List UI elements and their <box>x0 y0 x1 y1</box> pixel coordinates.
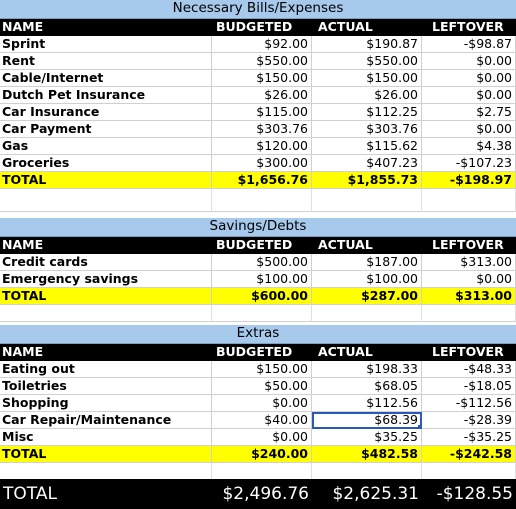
column-header-leftover[interactable]: LEFTOVER <box>422 19 516 36</box>
cell-leftover[interactable]: -$18.05 <box>422 378 516 395</box>
empty-cell[interactable] <box>212 305 312 322</box>
cell-leftover[interactable]: $0.00 <box>422 70 516 87</box>
cell-leftover[interactable]: $0.00 <box>422 87 516 104</box>
total-actual[interactable]: $1,855.73 <box>312 172 422 189</box>
cell-budgeted[interactable]: $50.00 <box>212 378 312 395</box>
cell-name[interactable]: Car Insurance <box>0 104 212 121</box>
empty-cell[interactable] <box>0 305 212 322</box>
grand-total-label[interactable]: TOTAL <box>3 484 57 504</box>
empty-cell[interactable] <box>422 463 516 480</box>
cell-leftover[interactable]: -$35.25 <box>422 429 516 446</box>
cell-leftover[interactable]: -$48.33 <box>422 361 516 378</box>
column-header-budgeted[interactable]: BUDGETED <box>212 344 312 361</box>
total-actual[interactable]: $482.58 <box>312 446 422 463</box>
total-leftover[interactable]: -$242.58 <box>422 446 516 463</box>
cell-budgeted[interactable]: $500.00 <box>212 254 312 271</box>
cell-actual[interactable]: $198.33 <box>312 361 422 378</box>
cell-budgeted[interactable]: $100.00 <box>212 271 312 288</box>
cell-name[interactable]: Dutch Pet Insurance <box>0 87 212 104</box>
cell-actual[interactable]: $35.25 <box>312 429 422 446</box>
cell-actual[interactable]: $115.62 <box>312 138 422 155</box>
cell-name[interactable]: Toiletries <box>0 378 212 395</box>
cell-leftover[interactable]: -$28.39 <box>422 412 516 429</box>
cell-name[interactable]: Eating out <box>0 361 212 378</box>
expense-row <box>0 36 516 53</box>
cell-budgeted[interactable]: $115.00 <box>212 104 312 121</box>
section-title[interactable]: Necessary Bills/Expenses <box>172 0 344 16</box>
empty-row <box>0 305 516 322</box>
column-header-row <box>0 237 516 254</box>
empty-cell[interactable] <box>0 463 212 480</box>
cell-budgeted[interactable]: $300.00 <box>212 155 312 172</box>
cell-name[interactable]: Cable/Internet <box>0 70 212 87</box>
column-header-budgeted[interactable]: BUDGETED <box>212 237 312 254</box>
grand-total-actual[interactable]: $2,625.31 <box>332 484 419 504</box>
expense-row <box>0 378 516 395</box>
empty-row <box>0 463 516 480</box>
total-name[interactable]: TOTAL <box>0 288 212 305</box>
cell-name[interactable]: Misc <box>0 429 212 446</box>
cell-name[interactable]: Rent <box>0 53 212 70</box>
cell-budgeted[interactable]: $0.00 <box>212 395 312 412</box>
cell-budgeted[interactable]: $150.00 <box>212 70 312 87</box>
total-name[interactable]: TOTAL <box>0 172 212 189</box>
cell-budgeted[interactable]: $26.00 <box>212 87 312 104</box>
cell-name[interactable]: Sprint <box>0 36 212 53</box>
expense-row <box>0 70 516 87</box>
empty-cell[interactable] <box>312 305 422 322</box>
cell-name[interactable]: Car Repair/Maintenance <box>0 412 212 429</box>
section-title[interactable]: Extras <box>236 325 280 341</box>
column-header-name[interactable]: NAME <box>0 344 212 361</box>
grand-total-leftover[interactable]: -$128.55 <box>436 484 513 504</box>
column-header-leftover[interactable]: LEFTOVER <box>422 344 516 361</box>
cell-actual[interactable]: $68.05 <box>312 378 422 395</box>
grand-total-budgeted[interactable]: $2,496.76 <box>222 484 309 504</box>
expense-row <box>0 254 516 271</box>
expense-row <box>0 121 516 138</box>
column-header-name[interactable]: NAME <box>0 237 212 254</box>
total-budgeted[interactable]: $240.00 <box>212 446 312 463</box>
grand-total-row <box>0 479 516 509</box>
cell-leftover[interactable]: $313.00 <box>422 254 516 271</box>
cell-actual[interactable]: $100.00 <box>312 271 422 288</box>
cell-name[interactable]: Credit cards <box>0 254 212 271</box>
column-header-name[interactable]: NAME <box>0 19 212 36</box>
cell-leftover[interactable]: $4.38 <box>422 138 516 155</box>
cell-budgeted[interactable]: $120.00 <box>212 138 312 155</box>
cell-actual[interactable]: $112.56 <box>312 395 422 412</box>
cell-budgeted[interactable]: $92.00 <box>212 36 312 53</box>
section-total-row <box>0 288 516 305</box>
expense-row <box>0 429 516 446</box>
cell-leftover[interactable]: -$98.87 <box>422 36 516 53</box>
total-actual[interactable]: $287.00 <box>312 288 422 305</box>
empty-cell[interactable] <box>312 463 422 480</box>
column-header-actual[interactable]: ACTUAL <box>312 237 422 254</box>
cell-budgeted[interactable]: $150.00 <box>212 361 312 378</box>
total-leftover[interactable]: -$198.97 <box>422 172 516 189</box>
section-total-row <box>0 172 516 189</box>
cell-leftover[interactable]: $0.00 <box>422 271 516 288</box>
section-total-row <box>0 446 516 463</box>
section-title[interactable]: Savings/Debts <box>209 218 307 234</box>
expense-row <box>0 138 516 155</box>
expense-row <box>0 104 516 121</box>
cell-actual[interactable]: $150.00 <box>312 70 422 87</box>
empty-cell[interactable] <box>422 189 516 212</box>
cell-budgeted[interactable]: $40.00 <box>212 412 312 429</box>
cell-budgeted[interactable]: $303.76 <box>212 121 312 138</box>
column-header-actual[interactable]: ACTUAL <box>312 19 422 36</box>
total-leftover[interactable]: $313.00 <box>422 288 516 305</box>
empty-cell[interactable] <box>212 463 312 480</box>
cell-actual[interactable]: $407.23 <box>312 155 422 172</box>
section-title-row <box>0 218 516 237</box>
cell-actual[interactable]: $303.76 <box>312 121 422 138</box>
cell-name[interactable]: Shopping <box>0 395 212 412</box>
cell-name[interactable]: Emergency savings <box>0 271 212 288</box>
total-budgeted[interactable]: $600.00 <box>212 288 312 305</box>
cell-leftover[interactable]: -$107.23 <box>422 155 516 172</box>
column-header-row <box>0 344 516 361</box>
column-header-budgeted[interactable]: BUDGETED <box>212 19 312 36</box>
section-title-row <box>0 0 516 19</box>
column-header-actual[interactable]: ACTUAL <box>312 344 422 361</box>
cell-actual[interactable]: $112.25 <box>312 104 422 121</box>
cell-actual[interactable]: $26.00 <box>312 87 422 104</box>
cell-actual[interactable]: $187.00 <box>312 254 422 271</box>
cell-leftover[interactable]: $0.00 <box>422 53 516 70</box>
column-header-leftover[interactable]: LEFTOVER <box>422 237 516 254</box>
cell-leftover[interactable]: $2.75 <box>422 104 516 121</box>
empty-cell[interactable] <box>312 189 422 212</box>
cell-leftover[interactable]: -$112.56 <box>422 395 516 412</box>
total-budgeted[interactable]: $1,656.76 <box>212 172 312 189</box>
empty-row <box>0 189 516 212</box>
empty-cell[interactable] <box>0 189 212 212</box>
expense-row <box>0 395 516 412</box>
cell-budgeted[interactable]: $0.00 <box>212 429 312 446</box>
selected-cell[interactable]: $68.39 <box>312 412 422 429</box>
cell-actual[interactable]: $190.87 <box>312 36 422 53</box>
expense-row <box>0 53 516 70</box>
section-title-row <box>0 325 516 344</box>
cell-leftover[interactable]: $0.00 <box>422 121 516 138</box>
cell-budgeted[interactable]: $550.00 <box>212 53 312 70</box>
cell-name[interactable]: Car Payment <box>0 121 212 138</box>
cell-actual[interactable]: $550.00 <box>312 53 422 70</box>
cell-name[interactable]: Gas <box>0 138 212 155</box>
expense-row <box>0 412 516 429</box>
empty-cell[interactable] <box>212 189 312 212</box>
total-name[interactable]: TOTAL <box>0 446 212 463</box>
expense-row <box>0 271 516 288</box>
column-header-row <box>0 19 516 36</box>
expense-row <box>0 361 516 378</box>
expense-row <box>0 87 516 104</box>
empty-cell[interactable] <box>422 305 516 322</box>
cell-name[interactable]: Groceries <box>0 155 212 172</box>
expense-row <box>0 155 516 172</box>
